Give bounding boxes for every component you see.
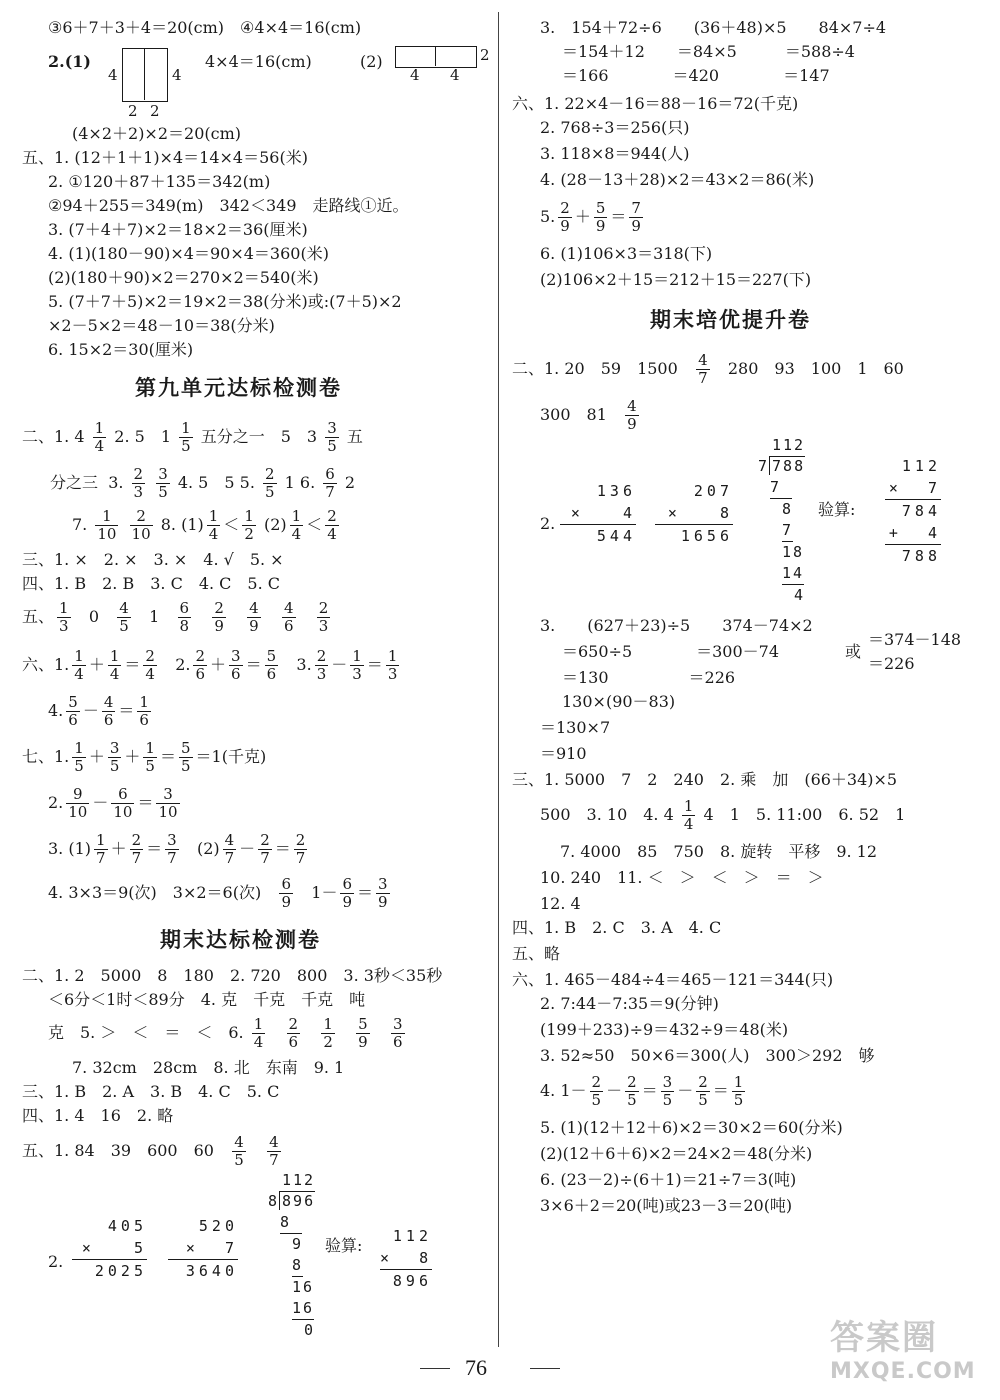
answer-line: 4. (1)(180－90)×4＝90×4＝360(米) [48,244,329,263]
answer-line: 6. (23－2)÷(6＋1)＝21÷7＝3(吨) [540,1170,797,1189]
watermark-url: MXQE.COM [830,1359,976,1384]
vertical-multiplication: 112 × 8 896 [380,1227,433,1290]
column-divider [498,12,499,1347]
answer-text: 二、1. 4 [22,427,85,446]
fraction: $\frac{1}{3}$ [59,599,69,635]
answer-text: (2) [263,515,287,534]
answer-text: 2. [48,793,64,812]
fraction: $\frac{2}{5}$ [627,1073,637,1109]
answer-line: 2. ①120＋87＋135＝342(m) [48,172,271,191]
fraction: $\frac{5}{9}$ [595,199,606,235]
answer-line: 三、1. 5000 7 2 240 2. 乘 加 (66＋34)×5 [512,770,898,789]
answer-line [22,420,363,455]
fraction: $\frac{4}{6}$ [283,599,294,635]
answer-line: 4. 3×3＝9(次) 3×2＝6(次) $\frac{6}{9}$ 1－ $\frac{6}{9}$ ＝ $\frac{3}{9}$ [48,875,388,911]
answer-line: 6. (1)106×3＝318(下) [540,244,713,263]
answer-text: 4. 5 5 [177,473,235,492]
answer-line: 5. (1)(12＋12＋6)×2＝30×2＝60(分米) [540,1118,843,1137]
answer-line: 10. 240 11. ＜ ＞ ＜ ＞ ＝ ＞ [540,868,824,887]
fraction: $\frac{4}{7}$ [224,831,235,867]
answer-line: 3. (7＋4＋7)×2＝18×2＝36(厘米) [48,220,308,239]
figure-label: 2 [150,102,160,120]
fraction: $\frac{4}{6}$ [103,693,114,729]
rectangle-figure [395,46,477,68]
answer-text: 七、1. [22,747,70,766]
answer-line: 4. $\frac{5}{6}$ － $\frac{4}{6}$ ＝ $\frac{1}{6}$ [48,693,149,729]
fraction: $\frac{4}{5}$ [119,599,129,635]
fraction: $\frac{4}{7}$ [269,1133,279,1169]
answer-line: ＝130 ＝226 [562,668,736,687]
fraction: $\frac{1}{4}$ [291,507,302,543]
answer-text: 8. (1) [160,515,204,534]
fraction: $\frac{2}{6}$ [288,1015,299,1051]
answer-text: 五、 [22,607,55,626]
fraction: $\frac{2}{9}$ [214,599,224,635]
answer-line: 3. (1) $\frac{1}{7}$ ＋ $\frac{2}{7}$ ＝ $\frac{3}{7}$ (2) $\frac{4}{7}$ － $\frac{2}{7}$ ＝ $\frac{2}{7}$ [48,831,306,867]
answer-line: ③6＋7＋3＋4＝20(cm) ④4×4＝16(cm) [48,18,362,37]
answer-line: 五、略 [512,944,561,963]
fraction: $\frac{2}{4}$ [145,647,155,683]
item-label: 2. [48,1252,64,1271]
verify-label: 验算: [325,1236,363,1255]
answer-line: (2)(180＋90)×2＝270×2＝540(米) [48,268,319,287]
answer-text: 3. [108,473,124,492]
fraction: $\frac{7}{9}$ [631,199,641,235]
fraction: $\frac{4}{9}$ [627,397,637,433]
answer-line: 六、1. 465－484÷4＝465－121＝344(只) [512,970,834,989]
answer-line: ＝650÷5 ＝300－74 [562,642,780,661]
answer-text: 五 [346,427,363,446]
answer-line: ×2－5×2＝48－10＝38(分米) [48,316,275,335]
fraction: $\frac{2}{7}$ [260,831,270,867]
answer-line: 六、1. 22×4－16＝88－16＝72(千克) [512,94,799,113]
fraction: $\frac{3}{5}$ [327,419,337,455]
answer-line [50,466,355,501]
fraction: $\frac{1}{3}$ [387,647,398,683]
answer-line: 3×6＋2＝20(吨)或23－3＝20(吨) [540,1196,793,1215]
footer-dash [420,1368,450,1369]
answer-line: 三、1. B 2. A 3. B 4. C 5. C [22,1082,280,1101]
fraction: $\frac{1}{5}$ [145,739,155,775]
vertical-multiplication: 405 × 5 2025 [72,1215,147,1282]
fraction: $\frac{2}{7}$ [131,831,142,867]
answer-line: ＝166 ＝420 ＝147 [562,66,830,85]
watermark-logo [830,1310,995,1395]
item-label: 2.(1) [48,52,91,71]
answer-line: 5. $\frac{2}{9}$ ＋ $\frac{5}{9}$ ＝ $\frac{7}{9}$ [540,199,641,235]
answer-text: 280 93 100 1 60 [727,359,904,378]
answer-text: 分之三 [50,473,99,492]
answer-text: 4. [48,701,64,720]
vertical-multiplication: 112 × 7 784 + 4 788 [885,455,941,567]
answer-line [22,1134,284,1169]
answer-text: 500 3. 10 4. 4 [540,805,674,824]
item-label: 2. [540,514,556,533]
long-division: 112 8 896 8 9 8 16 16 0 [268,1171,316,1339]
answer-line: ＝910 [540,744,587,763]
answer-line: (2)106×2＋15＝212＋15＝227(下) [540,270,812,289]
answer-line: 四、1. B 2. C 3. A 4. C [512,918,722,937]
answer-line: (4×2＋2)×2＝20(cm) [72,124,241,143]
answer-line: 7. 32cm 28cm 8. 北 东南 9. 1 [72,1058,345,1077]
answer-text: 2. 5 1 [114,427,171,446]
fraction: $\frac{4}{9}$ [249,599,259,635]
answer-line: 六、1. $\frac{1}{4}$ ＋ $\frac{1}{4}$ ＝ $\frac{2}{4}$ 2. $\frac{2}{6}$ ＋ $\frac{3}{6}$ ＝ $\frac{5}{6}$ 3. $\frac{2}{3}$ － $\frac{1}{3}$ ＝ $\frac{1}{3}$ [22,647,398,683]
answer-line [540,798,905,833]
answer-text: 1 [284,473,295,492]
fraction: $\frac{1}{4}$ [683,797,694,833]
answer-line: 12. 4 [540,894,581,913]
answer-text: 3. [296,655,312,674]
fraction: $\frac{3}{7}$ [167,831,177,867]
answer-line [48,50,91,74]
vertical-multiplication: 136 × 4 544 [560,480,636,547]
figure-label: 4 [410,66,420,84]
answer-line: 4. (28－13＋28)×2＝43×2＝86(米) [540,170,815,189]
answer-line: 4. 1－ $\frac{2}{5}$ － $\frac{2}{5}$ ＝ $\frac{3}{5}$ － $\frac{2}{5}$ ＝ $\frac{1}{5}$ [540,1073,744,1109]
answer-line: 三、1. × 2. × 3. × 4. √ 5. × [22,550,284,569]
fraction: $\frac{5}{6}$ [266,647,277,683]
fraction: $\frac{5}{9}$ [358,1015,368,1051]
fraction: $\frac{2}{3}$ [316,647,327,683]
fraction: $\frac{3}{5}$ [109,739,120,775]
fraction: $\frac{2}{6}$ [195,647,206,683]
vertical-multiplication: 520 × 7 3640 [168,1215,238,1282]
page-number: 76 [465,1355,487,1380]
answer-line: 3. 52≈50 50×6＝300(人) 300＞292 够 [540,1046,875,1065]
answer-text: ＝1(千克) [195,747,267,766]
section-title: 期末达标检测卷 [160,928,321,952]
answer-line: ＝130×7 [540,718,611,737]
fraction: $\frac{1}{4}$ [94,419,105,455]
answer-text: 6. [299,473,316,492]
footer-dash [530,1368,560,1369]
fraction: $\frac{2}{10}$ [131,507,151,543]
answer-line: 7. 4000 85 750 8. 旋转 平移 9. 12 [560,842,878,861]
answer-text: 2 [344,473,356,492]
fraction: $\frac{1}{5}$ [181,419,191,455]
fraction: $\frac{3}{10}$ [158,785,178,821]
figure-label: 4 [450,66,460,84]
answer-text: 3. (1) [48,839,92,858]
fraction: $\frac{3}{6}$ [231,647,241,683]
fraction: $\frac{5}{6}$ [68,693,78,729]
answer-line: ＝374－148 [868,630,962,649]
item-label: (2) [360,52,383,71]
fraction: $\frac{1}{4}$ [208,507,219,543]
fraction: $\frac{6}{9}$ [342,875,353,911]
fraction: $\frac{3}{9}$ [378,875,388,911]
fraction: $\frac{3}{5}$ [158,465,168,501]
long-division: 112 7 788 7 8 7 18 14 4 [758,436,806,604]
figure-label: 4 [172,66,182,84]
fraction: $\frac{2}{9}$ [560,199,570,235]
figure-label: 4 [108,66,118,84]
fraction: $\frac{4}{7}$ [698,351,708,387]
fraction: $\frac{4}{5}$ [234,1133,244,1169]
section-title: 第九单元达标检测卷 [135,376,342,400]
rectangle-figure [122,48,168,102]
answer-line: (199＋233)÷9＝432÷9＝48(米) [540,1020,789,1039]
answer-text: 六、1. [22,655,70,674]
answer-line: ②94＋255＝349(m) 342＜349 走路线①近。 [48,196,409,215]
fraction: $\frac{2}{5}$ [265,465,275,501]
answer-line: 5. (7＋7＋5)×2＝19×2＝38(分米)或:(7＋5)×2 [48,292,402,311]
fraction: $\frac{1}{4}$ [253,1015,264,1051]
answer-line: 4×4＝16(cm) [205,52,312,71]
answer-line: 四、1. 4 16 2. 略 [22,1106,174,1125]
fraction: $\frac{2}{5}$ [698,1073,708,1109]
fraction: $\frac{5}{5}$ [180,739,191,775]
answer-text: (2) [196,839,220,858]
fraction: $\frac{1}{2}$ [244,507,254,543]
answer-line: 2. $\frac{9}{10}$ － $\frac{6}{10}$ ＝ $\frac{3}{10}$ [48,785,178,821]
answer-line: ＝154＋12 ＝84×5 ＝588÷4 [562,42,855,61]
fraction: $\frac{1}{4}$ [74,647,84,683]
fraction: $\frac{1}{2}$ [323,1015,333,1051]
answer-line: 6. 15×2＝30(厘米) [48,340,194,359]
fraction: $\frac{9}{10}$ [68,785,88,821]
answer-line: 五、1. (12＋1＋1)×4＝14×4＝56(米) [22,148,308,167]
fraction: $\frac{1}{7}$ [96,831,106,867]
answer-text: 4 1 5. 11:00 6. 52 1 [703,805,906,824]
answer-line: 四、1. B 2. B 3. C 4. C 5. C [22,574,281,593]
fraction: $\frac{6}{10}$ [113,785,133,821]
answer-line: 3. (627＋23)÷5 374－74×2 [540,616,813,635]
fraction: $\frac{6}{7}$ [325,465,335,501]
answer-text: 300 81 [540,405,607,424]
answer-line: 130×(90－83) [562,692,676,711]
fraction: $\frac{1}{4}$ [109,647,120,683]
answer-text: 1 [149,607,160,626]
answer-text: 二、1. 20 59 1500 [512,359,678,378]
answer-line: 2. 768÷3＝256(只) [540,118,690,137]
answer-text: 1－ [311,883,338,902]
answer-text: 4. 3×3＝9(次) 3×2＝6(次) [48,883,262,902]
answer-line [512,352,904,387]
figure-label: 2 [128,102,138,120]
answer-text: 五、1. 84 39 600 60 [22,1141,214,1160]
answer-text: 克 5. ＞ ＜ ＝ ＜ 6. [48,1023,244,1042]
answer-line [48,1016,408,1051]
fraction: $\frac{2}{3}$ [318,599,329,635]
answer-line [22,600,333,635]
answer-line [540,398,642,433]
answer-line: 3. 154＋72÷6 (36＋48)×5 84×7÷4 [540,18,887,37]
fraction: $\frac{2}{5}$ [591,1073,602,1109]
vertical-multiplication: 207 × 8 1656 [655,480,733,547]
fraction: $\frac{1}{5}$ [733,1073,744,1109]
fraction: $\frac{2}{4}$ [327,507,337,543]
answer-text: 5. [239,473,255,492]
fraction: $\frac{2}{3}$ [133,465,144,501]
fraction: $\frac{1}{6}$ [139,693,149,729]
answer-line: ＝226 [868,654,915,673]
fraction: $\frac{6}{8}$ [179,599,190,635]
fraction: $\frac{3}{6}$ [392,1015,403,1051]
answer-line: 二、1. 2 5000 8 180 2. 720 800 3. 3秒＜35秒 [22,966,443,985]
answer-line: 2. 7:44－7:35＝9(分钟) [540,994,719,1013]
answer-text: 4. 1－ [540,1081,587,1100]
fraction: $\frac{1}{5}$ [74,739,84,775]
answer-line: (2)(12＋6＋6)×2＝24×2＝48(分米) [540,1144,813,1163]
answer-line: 七、1. $\frac{1}{5}$ ＋ $\frac{3}{5}$ ＋ $\frac{1}{5}$ ＝ $\frac{5}{5}$ ＝1(千克) [22,739,267,775]
fraction: $\frac{1}{3}$ [352,647,362,683]
fraction: $\frac{3}{5}$ [662,1073,673,1109]
answer-line: ＜6分＜1时＜89分 4. 克 千克 千克 吨 [48,990,366,1009]
fraction: $\frac{1}{10}$ [97,507,117,543]
watermark-text: 答案圈 [830,1318,938,1358]
figure-label: 2 [480,46,490,64]
answer-line: 3. 118×8＝944(人) [540,144,690,163]
answer-text: 7. [72,515,88,534]
answer-text: 五分之一 5 3 [200,427,318,446]
answer-text: 2. [175,655,191,674]
fraction: $\frac{6}{9}$ [281,875,292,911]
figure-divider [144,48,145,100]
answer-text: 0 [88,607,100,626]
answer-text: 或 [845,642,862,661]
verify-label: 验算: [818,500,856,519]
answer-line: 7. $\frac{1}{10}$ $\frac{2}{10}$ 8. (1) $\frac{1}{4}$ ＜ $\frac{1}{2}$ (2) $\frac{1}{4}$ ＜ $\frac{2}{4}$ [72,507,337,543]
section-title: 期末培优提升卷 [650,308,811,332]
figure-divider [435,46,436,66]
fraction: $\frac{2}{7}$ [295,831,306,867]
answer-text: 5. [540,207,556,226]
